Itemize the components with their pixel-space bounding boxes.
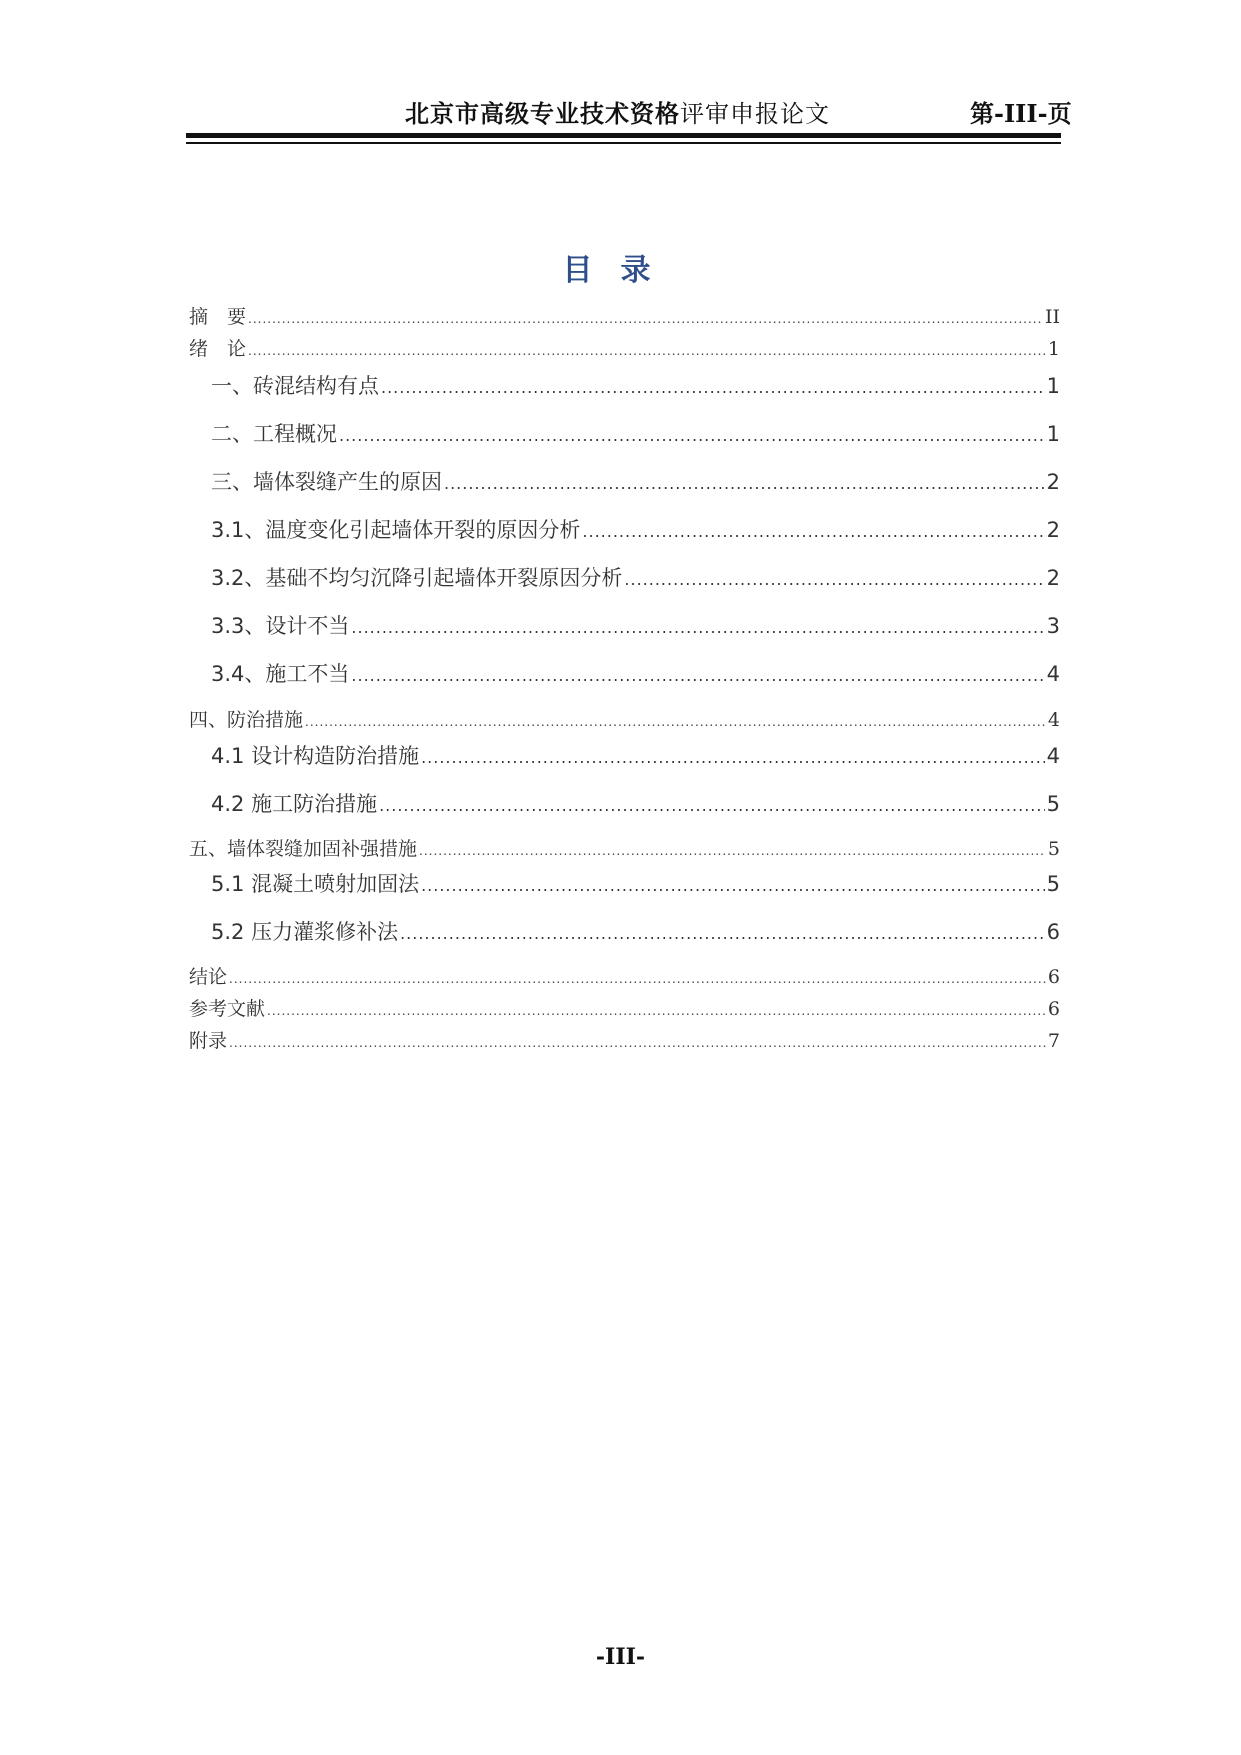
toc-entry-section-3-4[interactable] [211, 658, 1060, 688]
toc-entry-section-5-2[interactable] [211, 916, 1060, 946]
toc-dot-leader [351, 618, 1044, 637]
toc-dot-leader [339, 426, 1045, 445]
toc-entry-page: 5 [1047, 838, 1060, 860]
toc-entry-text: 3.1、温度变化引起墙体开裂的原因分析 [211, 518, 581, 542]
toc-entry-page: II [1044, 306, 1060, 328]
toc-entry-abstract[interactable] [189, 302, 1060, 329]
toc-entry-text: 结论 [189, 966, 228, 988]
toc-entry-page: 5 [1046, 792, 1060, 816]
toc-entry-page: 1 [1046, 422, 1060, 446]
toc-entry-page: 2 [1046, 566, 1060, 590]
toc-entry-page: 4 [1046, 662, 1060, 686]
toc-entry-text: 二、工程概况 [211, 422, 337, 446]
toc-entry-section-4-2[interactable] [211, 788, 1060, 818]
toc-dot-leader [421, 876, 1045, 895]
toc-dot-leader [248, 312, 1043, 326]
toc-entry-text: 3.2、基础不均匀沉降引起墙体开裂原因分析 [211, 566, 623, 590]
toc-entry-text: 五、墙体裂缝加固补强措施 [189, 838, 418, 860]
toc-entry-text: 四、防治措施 [189, 709, 304, 731]
toc-entry-section-4-1[interactable] [211, 740, 1060, 770]
toc-entry-text: 5.1 混凝土喷射加固法 [211, 872, 420, 896]
toc-dot-leader [305, 715, 1046, 729]
toc-entry-section-3[interactable] [211, 466, 1060, 496]
toc-entry-section-1[interactable] [211, 370, 1060, 400]
toc-entry-section-3-2[interactable] [211, 562, 1060, 592]
toc-entry-section-5-1[interactable] [211, 868, 1060, 898]
toc-entry-introduction[interactable] [189, 334, 1060, 361]
footer-page-number: -III- [595, 1644, 646, 1670]
toc-entry-text: 3.4、施工不当 [211, 662, 350, 686]
toc-entry-section-5[interactable] [189, 834, 1060, 861]
toc-entry-page: 3 [1046, 614, 1060, 638]
toc-entry-page: 5 [1046, 872, 1060, 896]
toc-entry-references[interactable] [189, 994, 1060, 1021]
toc-entry-section-4[interactable] [189, 705, 1060, 732]
toc-entry-section-3-1[interactable] [211, 514, 1060, 544]
toc-entry-text: 参考文献 [189, 998, 266, 1020]
header-page-label: 第-III-页 [970, 99, 1072, 128]
toc-dot-leader [421, 748, 1045, 767]
toc-entry-text: 5.2 压力灌浆修补法 [211, 920, 399, 944]
toc-entry-text: 4.1 设计构造防治措施 [211, 744, 420, 768]
toc-entry-text: 一、砖混结构有点 [211, 374, 379, 398]
toc-entry-text: 摘 要 [189, 306, 247, 328]
toc-dot-leader [624, 570, 1044, 589]
toc-dot-leader [267, 1004, 1046, 1018]
toc-dot-leader [379, 796, 1045, 815]
toc-dot-leader [444, 474, 1045, 493]
toc-entry-text: 绪 论 [189, 338, 247, 360]
toc-entry-page: 6 [1047, 998, 1060, 1020]
toc-entry-page: 6 [1047, 966, 1060, 988]
toc-dot-leader [229, 972, 1046, 986]
toc-entry-page: 2 [1046, 470, 1060, 494]
toc-dot-leader [351, 666, 1044, 685]
toc-dot-leader [248, 344, 1046, 358]
toc-dot-leader [582, 522, 1044, 541]
header-rule-thick [186, 133, 1061, 138]
toc-entry-page: 6 [1046, 920, 1060, 944]
toc-entry-appendix[interactable] [189, 1026, 1060, 1053]
toc-dot-leader [419, 844, 1046, 858]
header-title-regular: 评审申报论文 [680, 100, 830, 128]
toc-entry-section-2[interactable] [211, 418, 1060, 448]
toc-entry-text: 附录 [189, 1030, 228, 1052]
toc-dot-leader [381, 378, 1045, 397]
toc-entry-page: 1 [1046, 374, 1060, 398]
toc-entry-page: 7 [1047, 1030, 1060, 1052]
toc-entry-page: 4 [1046, 744, 1060, 768]
toc-entry-page: 2 [1046, 518, 1060, 542]
toc-entry-conclusion[interactable] [189, 962, 1060, 989]
toc-entry-section-3-3[interactable] [211, 610, 1060, 640]
header-rule-thin [186, 142, 1061, 144]
toc-entry-text: 3.3、设计不当 [211, 614, 350, 638]
toc-entry-text: 三、墙体裂缝产生的原因 [211, 470, 442, 494]
toc-dot-leader [229, 1036, 1046, 1050]
toc-dot-leader [400, 924, 1045, 943]
toc-title: 目录 [562, 253, 679, 288]
header-title-bold: 北京市高级专业技术资格 [405, 99, 680, 128]
toc-entry-text: 4.2 施工防治措施 [211, 792, 378, 816]
header-title [405, 94, 830, 129]
toc-entry-page: 4 [1047, 709, 1060, 731]
toc-entry-page: 1 [1047, 338, 1060, 360]
